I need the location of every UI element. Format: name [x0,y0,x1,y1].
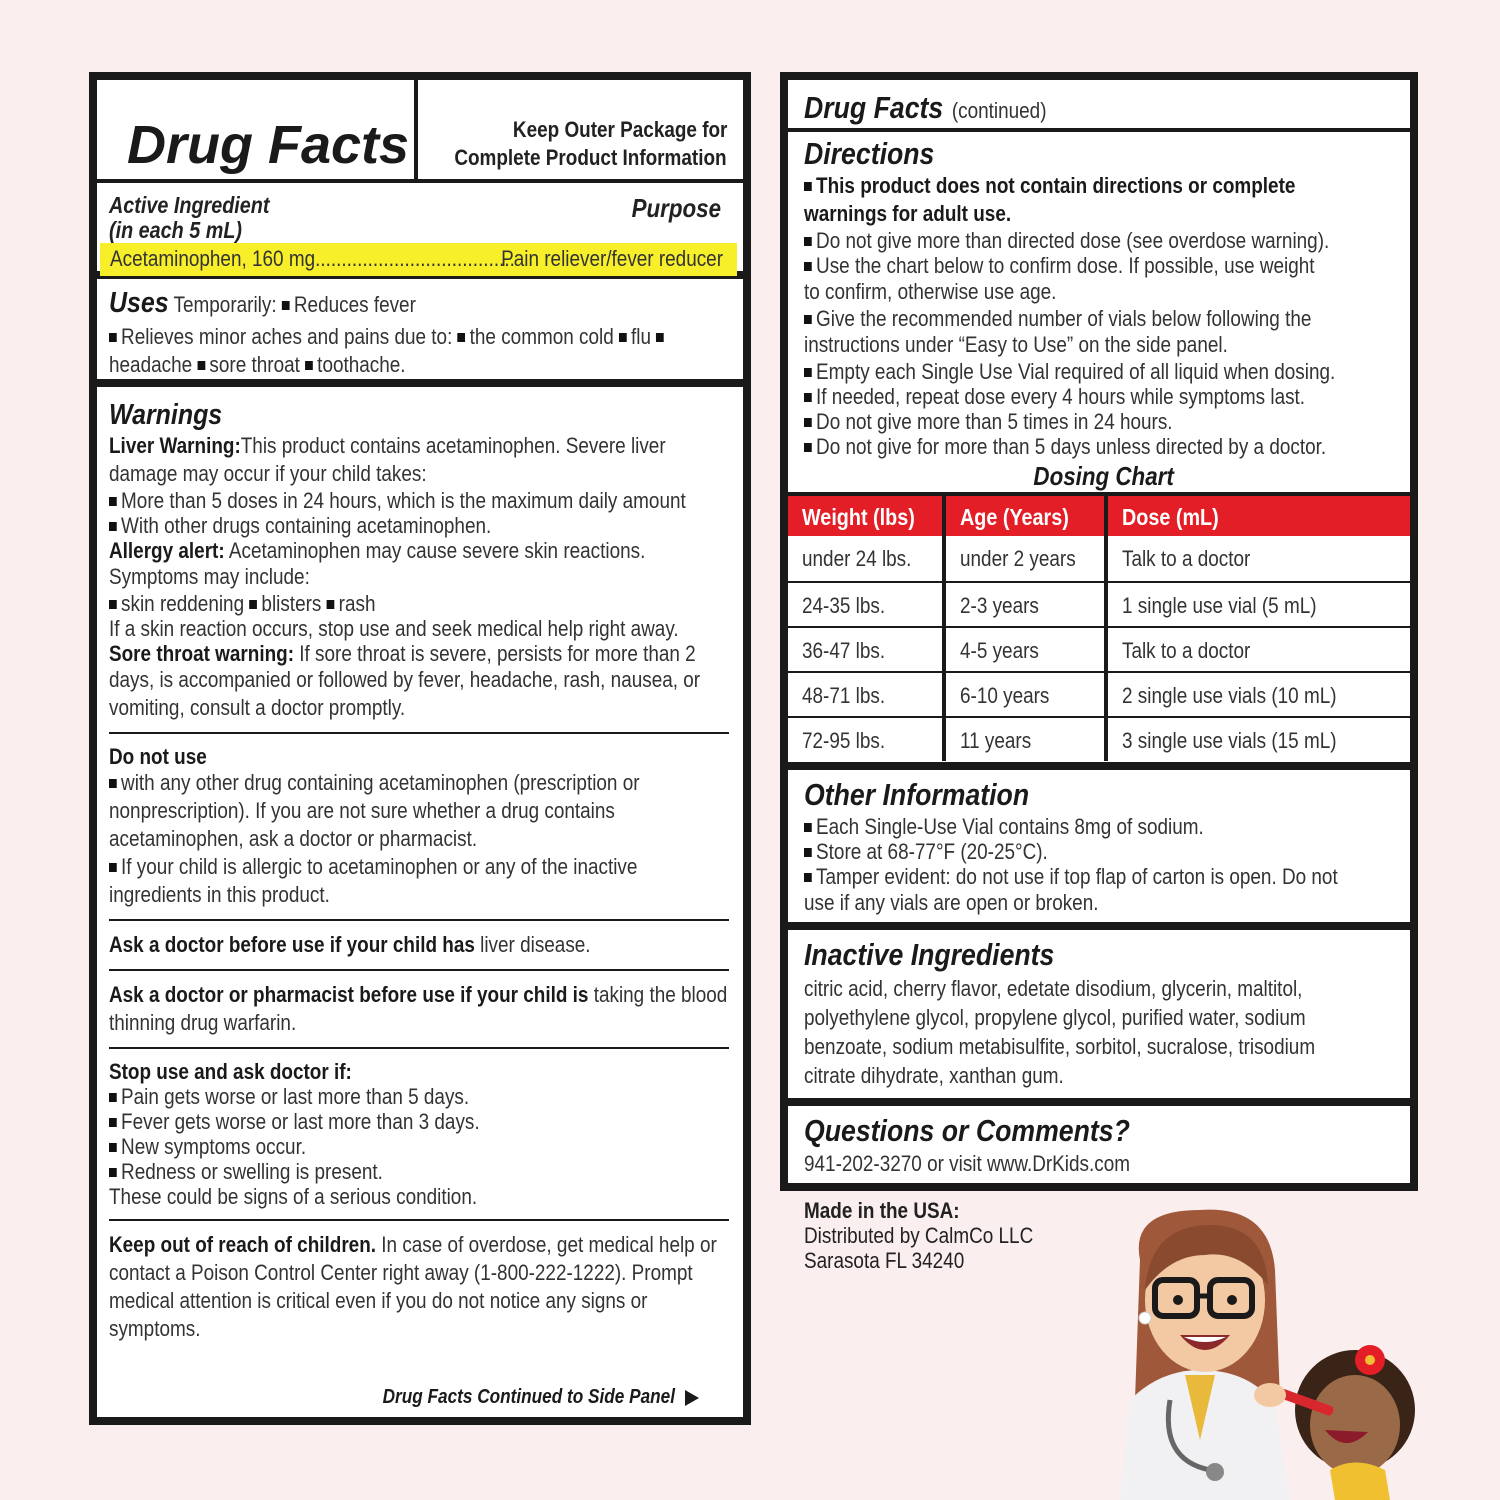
do-not-use-section: Do not use with any other drug containing acetaminophen (prescription or nonprescription). If you are not sure whether a drug contains acetaminophen, ask a doctor or pharmacist. If your child is allergic to acetaminophen or any of the inactive ingredients in this product. [109,744,640,907]
ingredient-highlight: Acetaminophen, 160 mg...................................... Pain reliever/fever reducer [100,243,737,276]
questions-section: Questions or Comments? 941-202-3270 or visit www.DrKids.com [788,1098,1410,1183]
keep-package-note: Keep Outer Package for Complete Product Information [454,117,727,170]
continued-footer: Drug Facts Continued to Side Panel [335,1386,699,1409]
doctor-child-illustration [1100,1200,1430,1500]
stop-use-section: Stop use and ask doctor if: Pain gets worse or last more than 5 days. Fever gets worse or last more than 3 days. New symptoms occur. Redness or swelling is present. These could be signs of a serious condition. [109,1059,480,1209]
drug-facts-panel [89,72,751,1425]
ask-pharmacist-section: Ask a doctor or pharmacist before use if your child is taking the blood thinning drug warfarin. [109,982,728,1035]
table-header: Weight (lbs) Age (Years) Dose (mL) [788,492,1410,536]
keep-out-of-reach-section: Keep out of reach of children. In case of overdose, get medical help or contact a Poison Control Center right away (1-800-222-1222). Prompt medical attention is critical even if you do not notice any signs or symptoms. [109,1232,717,1341]
drug-facts-title: Drug Facts [127,115,410,175]
arrow-right-icon [685,1390,699,1406]
ask-doctor-section: Ask a doctor before use if your child has liver disease. [109,932,591,957]
active-ingredient-section [97,187,743,279]
table-row: under 24 lbs. under 2 years Talk to a doctor [788,536,1410,581]
contact-info: 941-202-3270 or visit www.DrKids.com [804,1151,1130,1176]
directions-section: Directions This product does not contain directions or complete warnings for adult use. Do not give more than directed dose (see overdose warning). Use the chart below to confirm dose. If possible, use weight to confirm, otherwise use age. Give the recommended number of vials below following the instructions under “Easy to Use” on the side panel. Empty each Single Use Vial required of all liquid when dosing. If needed, repeat dose every 4 hours while symptoms last. Do not give more than 5 times in 24 hours. Do not give for more than 5 days unless directed by a doctor. Dosing Chart [804,136,1404,491]
continued-header: Drug Facts (continued) [788,80,1410,132]
warnings-section: Warnings Liver Warning:This product contains acetaminophen. Severe liver damage may occur if your child takes: More than 5 doses in 24 hours, which is the maximum daily amount With other drugs containing acetaminophen. Allergy alert: Acetaminophen may cause severe skin reactions. Symptoms may include: skin reddening blisters rash If a skin reaction occurs, stop use and seek medical help right away. Sore throat warning: If sore throat is severe, persists for more than 2 days, is accompanied or followed by fever, headache, rash, nausea, or vomiting, consult a doctor promptly. Do not use with any other drug containing acetaminophen (prescription or nonprescription). If you are not sure whether a drug contains acetaminophen, ask a doctor or pharmacist. If your child is allergic to acetaminophen or any of the inactive ingredients in this product. Ask a doctor before use if your child has liver disease. Ask a doctor or pharmacist before use if your child is taking the blood thinning drug warfarin. Stop use and ask doctor if: Pain gets worse or last more than 5 days. Fever gets worse or last more than 3 days. New symptoms occur. Redness or swelling is present. These could be signs of a serious condition. Keep out of reach of children. In case of overdose, get medical help or contact a Poison Control Center right away (1-800-222-1222). Prompt medical attention is critical even if you do not notice any signs or symptoms. [109,398,737,1343]
active-ingredient-label: Active Ingredient (in each 5 mL) [109,192,270,243]
inactive-ingredients-section: Inactive Ingredients citric acid, cherry flavor, edetate disodium, glycerin, maltitol, polyethylene glycol, propylene glycol, purified water, sodium benzoate, sodium metabisulfite, sorbitol, sucralose, trisodium citrate dihydrate, xanthan gum. [788,922,1410,1098]
table-row: 48-71 lbs. 6-10 years 2 single use vials (10 mL) [788,671,1410,716]
table-row: 72-95 lbs. 11 years 3 single use vials (15 mL) [788,716,1410,761]
other-information-section: Other Information Each Single-Use Vial contains 8mg of sodium. Store at 68-77°F (20-25°C). Tamper evident: do not use if top flap of carton is open. Do not use if any vials are open or broken. [788,762,1410,922]
dosing-table [788,492,1410,761]
table-row: 24-35 lbs. 2-3 years 1 single use vial (5 mL) [788,581,1410,626]
made-in-usa: Made in the USA: Distributed by CalmCo LLC Sarasota FL 34240 [804,1198,1034,1273]
drug-facts-continued-panel [780,72,1418,1191]
drug-facts-header [97,80,743,183]
dosing-chart-title: Dosing Chart [1033,461,1175,491]
purpose-label: Purpose [631,193,721,223]
uses-section: Uses Temporarily: Reduces fever Relieves minor aches and pains due to: the common cold flu headache sore throat toothache. [97,279,743,387]
table-row: 36-47 lbs. 4-5 years Talk to a doctor [788,626,1410,671]
